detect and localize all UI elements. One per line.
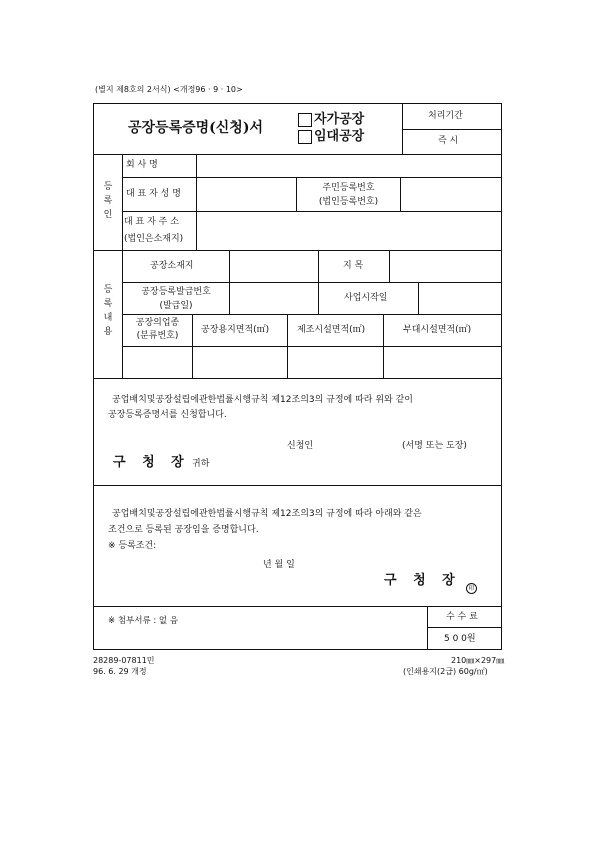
site-area-field[interactable] <box>193 347 286 377</box>
company-name-label: 회 사 명 <box>126 160 158 170</box>
factory-location-label: 공장소재지 <box>150 261 194 271</box>
attachments-label: ※ 첨부서류 : 없 음 <box>108 616 179 626</box>
resident-no-label: 주민등록번호 (법인등록번호) <box>318 183 379 207</box>
mfg-area-field[interactable] <box>288 347 382 377</box>
certification-date: 년 월 일 <box>263 560 295 570</box>
recipient-suffix: 귀하 <box>192 459 210 469</box>
own-factory-option[interactable]: 자가공장 <box>298 111 364 128</box>
application-text-line1: 공업배치및공장설립에관한법률시행규칙 제12조의3의 규정에 따라 위와 같이 <box>112 395 413 405</box>
start-date-field[interactable] <box>419 283 501 313</box>
footer-paper-spec: (인쇄용지(2급) 60g/㎡) <box>403 667 488 676</box>
own-factory-checkbox[interactable] <box>298 113 312 127</box>
certification-text-line1: 공업배치및공장설립에관한법률시행규칙 제12조의3의 규정에 따라 아래와 같은 <box>112 509 422 519</box>
fee-label: 수 수 료 <box>446 612 478 622</box>
rep-address-label: 대 표 자 주 소 (법인은소재지) <box>124 217 184 244</box>
rep-name-label: 대 표 자 성 명 <box>126 189 181 199</box>
registrant-section-label: 등 록 인 <box>103 182 113 220</box>
leased-factory-checkbox[interactable] <box>298 130 312 144</box>
fee-value: 5 0 0원 <box>444 634 476 644</box>
application-recipient: 구 청 장 <box>113 455 190 470</box>
site-area-label: 공장용지면적(㎡) <box>201 325 270 335</box>
reg-cert-no-field[interactable] <box>230 283 317 313</box>
form-title: 공장등록증명(신청)서 <box>128 120 263 136</box>
applicant-field[interactable] <box>318 437 398 453</box>
aux-area-label: 부대시설면적(㎡) <box>403 325 472 335</box>
registration-condition-label: ※ 등록조건: <box>108 541 157 551</box>
applicant-label: 신청인 <box>287 441 314 451</box>
application-text-line2: 공장등록증명서를 신청합니다. <box>108 410 227 420</box>
processing-period-label: 처리기간 <box>428 111 463 121</box>
aux-area-field[interactable] <box>384 347 501 377</box>
land-category-field[interactable] <box>390 251 501 281</box>
signature-label: (서명 또는 도장) <box>402 441 467 451</box>
leased-factory-option[interactable]: 임대공장 <box>298 128 364 145</box>
certification-text-line2: 조건으로 등록된 공장임을 증명합니다. <box>108 525 259 535</box>
resident-no-field[interactable] <box>401 178 501 210</box>
factory-location-field[interactable] <box>230 251 317 281</box>
official-seal-mark: 印 <box>466 583 477 594</box>
footer-paper-size: 210㎜×297㎜ <box>451 656 505 665</box>
rep-address-field[interactable] <box>197 212 501 249</box>
company-name-field[interactable] <box>197 155 501 176</box>
certification-issuer: 구 청 장 <box>384 573 461 588</box>
footer-form-code: 28289-07811민 <box>93 656 155 665</box>
rep-name-field[interactable] <box>197 178 295 210</box>
processing-period-value: 즉 시 <box>438 136 459 146</box>
reg-cert-no-label: 공장등록발급번호 (발급일) <box>141 287 211 311</box>
registration-condition-field[interactable] <box>170 538 490 554</box>
start-date-label: 사업시작일 <box>344 293 388 303</box>
industry-field[interactable] <box>123 347 191 377</box>
mfg-area-label: 제조시설면적(㎡) <box>297 325 366 335</box>
industry-label: 공장의업종 (분류번호) <box>135 318 180 341</box>
land-category-label: 지 목 <box>343 261 364 271</box>
form-header-note: (별지 제8호의 2서식) <개정96 · 9 · 10> <box>95 85 243 94</box>
registration-section-label: 등 록 내 용 <box>103 285 113 337</box>
footer-revision-date: 96. 6. 29 개정 <box>93 667 147 676</box>
factory-type-options <box>298 111 364 145</box>
